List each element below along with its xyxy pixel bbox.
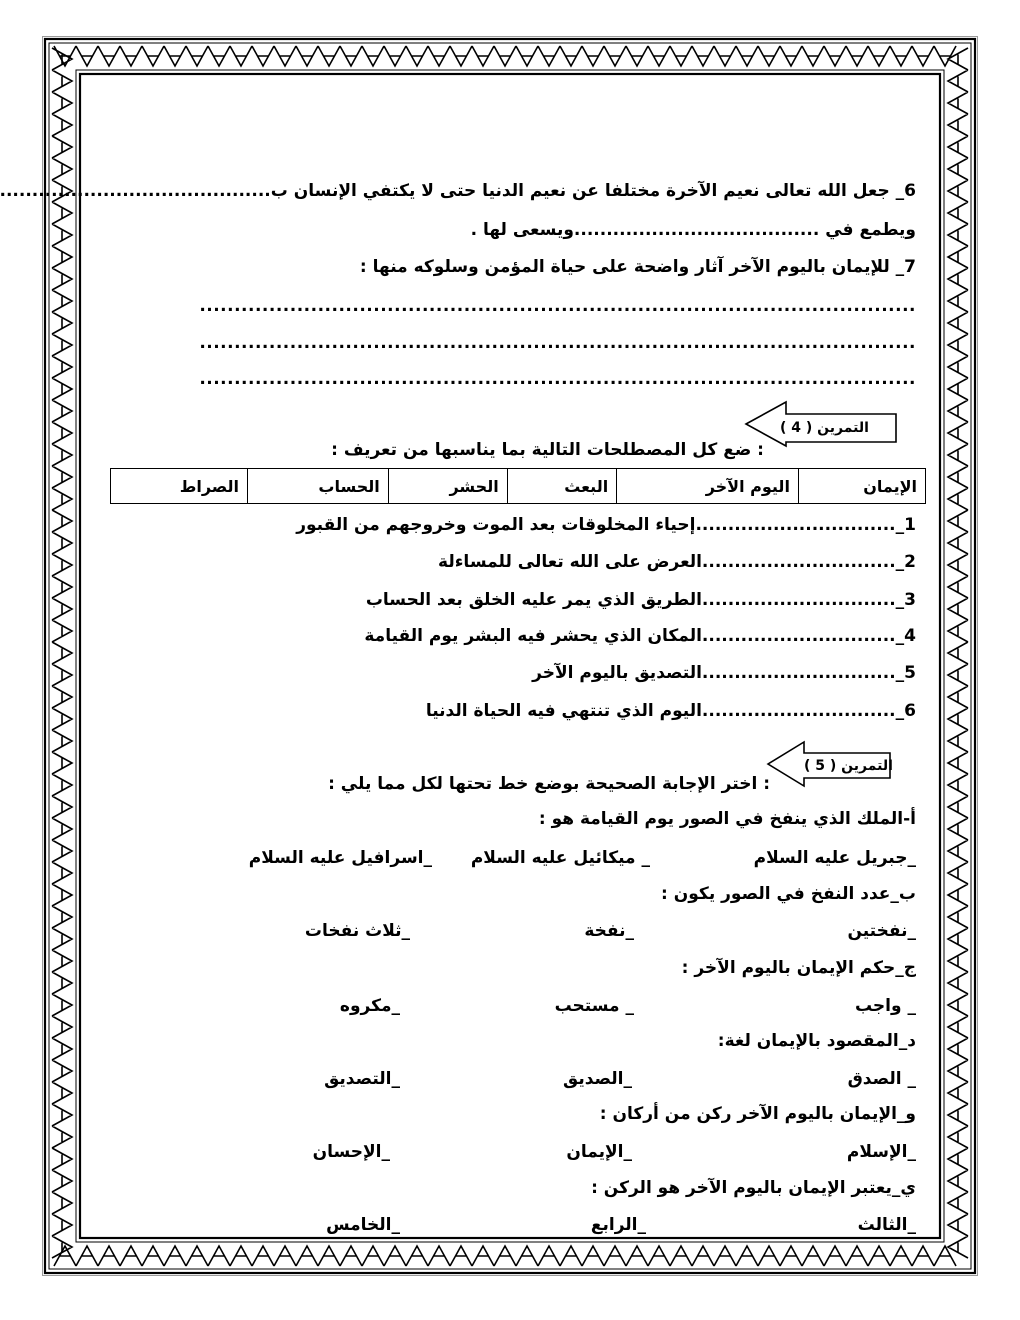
- mcq-option[interactable]: _ مستحب: [554, 996, 634, 1016]
- exercise-5-label: التمرين ( 5 ): [804, 758, 893, 774]
- definition-item-5[interactable]: 5_..............................التصديق باليوم الآخر: [532, 663, 916, 683]
- mcq-question-f: ي_يعتبر الإيمان باليوم الآخر هو الركن :: [591, 1178, 916, 1198]
- mcq-question-a: أ-الملك الذي ينفخ في الصور يوم القيامة هو :: [538, 809, 916, 829]
- mcq-question-d: د_المقصود بالإيمان لغة:: [717, 1031, 916, 1051]
- mcq-option[interactable]: _الإسلام: [846, 1142, 916, 1162]
- exercise-4-tag: [744, 400, 900, 448]
- mcq-option[interactable]: _ الصدق: [847, 1069, 916, 1089]
- exercise-5-instruction: : اختر الإجابة الصحيحة بوضع خط تحتها لكل مما يلي :: [328, 774, 770, 794]
- term-cell: اليوم الآخر: [617, 469, 799, 504]
- definition-item-3[interactable]: 3_..............................الطريق الذي يمر عليه الخلق بعد الحساب: [365, 590, 916, 610]
- definition-item-1[interactable]: 1_...............................إحياء المخلوقات بعد الموت وخروجهم من القبور: [296, 515, 916, 535]
- term-cell: الصراط: [111, 469, 248, 504]
- mcq-option[interactable]: _نفخة: [584, 921, 634, 941]
- term-cell: البعث: [507, 469, 617, 504]
- term-cell: الإيمان: [798, 469, 925, 504]
- mcq-option[interactable]: _الرابع: [590, 1215, 646, 1235]
- q7-answer-line-2[interactable]: .......................................................................................................: [199, 333, 916, 353]
- mcq-option[interactable]: _مكروه: [339, 996, 400, 1016]
- mcq-option[interactable]: _نفختين: [847, 921, 916, 941]
- q6-line1: 6_ جعل الله تعالى نعيم الآخرة مختلفا عن نعيم الدنيا حتى لا يكتفي الإنسان ب..........................................: [0, 181, 916, 201]
- definition-item-6[interactable]: 6_..............................اليوم الذي تنتهي فيه الحياة الدنيا: [425, 701, 916, 721]
- exercise-4-label: التمرين ( 4 ): [780, 420, 869, 436]
- mcq-option[interactable]: _جبريل عليه السلام: [753, 848, 916, 868]
- mcq-option[interactable]: _الإيمان: [566, 1142, 632, 1162]
- exercise-4-instruction: : ضع كل المصطلحات التالية بما يناسبها من تعريف :: [331, 440, 764, 460]
- mcq-question-e: و_الإيمان باليوم الآخر ركن من أركان :: [599, 1104, 916, 1124]
- mcq-option[interactable]: _ثلاث نفخات: [304, 921, 410, 941]
- mcq-option[interactable]: _التصديق: [324, 1069, 400, 1089]
- definition-item-4[interactable]: 4_..............................المكان الذي يحشر فيه البشر يوم القيامة: [364, 626, 916, 646]
- mcq-option[interactable]: _اسرافيل عليه السلام: [248, 848, 432, 868]
- q7-text: 7_ للإيمان باليوم الآخر آثار واضحة على حياة المؤمن وسلوكه منها :: [359, 257, 916, 277]
- terms-table: [110, 468, 926, 504]
- term-cell: الحشر: [388, 469, 507, 504]
- mcq-option[interactable]: _ ميكائيل عليه السلام: [470, 848, 650, 868]
- term-cell: الحساب: [248, 469, 389, 504]
- q7-answer-line-3[interactable]: .......................................................................................................: [199, 369, 916, 389]
- mcq-option[interactable]: _ واجب: [854, 996, 916, 1016]
- terms-row: [111, 469, 926, 504]
- mcq-option[interactable]: _الخامس: [326, 1215, 400, 1235]
- q6-line2: ويطمع في ......................................ويسعى لها .: [470, 220, 916, 240]
- exercise-5-tag: [766, 740, 894, 790]
- mcq-option[interactable]: _الثالث: [857, 1215, 916, 1235]
- mcq-option[interactable]: _الإحسان: [312, 1142, 390, 1162]
- mcq-question-c: ج_حكم الإيمان باليوم الآخر :: [681, 958, 916, 978]
- mcq-question-b: ب_عدد النفخ في الصور يكون :: [661, 884, 916, 904]
- mcq-option[interactable]: _الصديق: [563, 1069, 632, 1089]
- q7-answer-line-1[interactable]: .......................................................................................................: [199, 296, 916, 316]
- definition-item-2[interactable]: 2_..............................العرض على الله تعالى للمساءلة: [438, 552, 916, 572]
